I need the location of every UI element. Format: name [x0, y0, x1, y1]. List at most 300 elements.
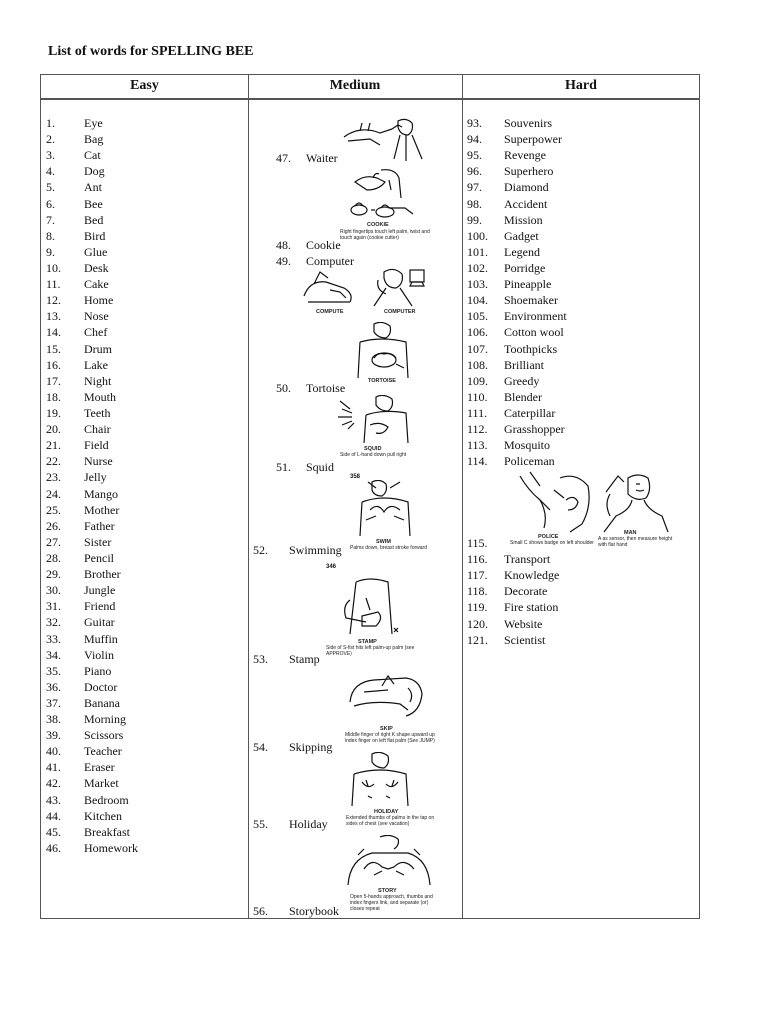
list-item: [46, 614, 138, 630]
item-number: 109.: [467, 373, 488, 388]
tortoise-caption-title: TORTOISE: [368, 378, 396, 384]
swim-caption-text: Palms down, breast stroke forward: [350, 545, 427, 551]
item-word: Bed: [84, 212, 104, 227]
list-item: [467, 308, 567, 324]
item-word: Bag: [84, 132, 104, 147]
item-word: Superpower: [504, 132, 562, 147]
header-medium: Medium: [248, 75, 462, 99]
item-word: Environment: [504, 309, 567, 324]
list-item: [46, 260, 138, 276]
list-item: [46, 534, 138, 550]
item-word: Kitchen: [84, 808, 122, 823]
list-item: [467, 324, 567, 340]
item-word: Drum: [84, 341, 112, 356]
man-caption-text: A as sensor, then measure height with flat hand: [598, 536, 673, 548]
swim-sign-illustration: [356, 480, 414, 538]
item-number: 106.: [467, 325, 488, 340]
item-number: 102.: [467, 260, 488, 275]
item-number: 20.: [46, 422, 61, 437]
list-item: [467, 228, 567, 244]
item-word: Mother: [84, 502, 120, 517]
computer-sign-illustration: [364, 266, 430, 310]
item-number: 95.: [467, 148, 482, 163]
item-number: 56.: [253, 904, 268, 918]
item-word: Guitar: [84, 615, 115, 630]
list-item: [46, 437, 138, 453]
list-item: [276, 238, 341, 253]
item-number: 100.: [467, 228, 488, 243]
list-item: [467, 292, 567, 308]
list-item: [46, 196, 138, 212]
item-word: Mango: [84, 486, 118, 501]
list-item: [46, 727, 138, 743]
item-word: Teeth: [84, 405, 111, 420]
police-sign-illustration: [510, 470, 594, 534]
cookie-caption-title: COOKIE: [367, 222, 389, 228]
item-word: Toothpicks: [504, 341, 558, 356]
list-item: [253, 817, 328, 832]
skip-sign-illustration: [344, 666, 432, 724]
list-item: [46, 357, 138, 373]
item-number: 4.: [46, 164, 55, 179]
list-item: [253, 652, 320, 667]
list-item: [46, 244, 138, 260]
item-word: Greedy: [504, 373, 540, 388]
item-number: 120.: [467, 616, 488, 631]
list-item: [46, 421, 138, 437]
item-word: Decorate: [504, 584, 548, 599]
list-item: [46, 179, 138, 195]
list-item: [46, 163, 138, 179]
item-number: 96.: [467, 164, 482, 179]
list-item: [46, 647, 138, 663]
list-item: [46, 486, 138, 502]
list-item: [46, 679, 138, 695]
item-number: 38.: [46, 712, 61, 727]
item-number: 52.: [253, 543, 268, 557]
item-word: Computer: [306, 254, 354, 268]
item-number: 1.: [46, 116, 55, 130]
item-number: 7.: [46, 212, 55, 227]
item-number: 94.: [467, 132, 482, 147]
item-word: Porridge: [504, 260, 546, 275]
item-number: 22.: [46, 454, 61, 469]
item-word: Cake: [84, 277, 109, 292]
item-word: Piano: [84, 663, 112, 678]
item-number: 103.: [467, 277, 488, 292]
item-number: 41.: [46, 760, 61, 775]
item-word: Eraser: [84, 760, 115, 775]
item-word: Policeman: [504, 454, 555, 469]
item-number: 51.: [276, 460, 291, 474]
item-word: Superhero: [504, 164, 554, 179]
item-number: 32.: [46, 615, 61, 630]
item-number: 33.: [46, 631, 61, 646]
item-word: Dog: [84, 164, 105, 179]
item-word: Chef: [84, 325, 108, 340]
item-word: Homework: [84, 840, 138, 855]
list-item: [46, 518, 138, 534]
item-number: 10.: [46, 260, 61, 275]
item-word: Nurse: [84, 454, 113, 469]
item-word: Cookie: [306, 238, 341, 252]
list-item: [46, 598, 138, 614]
list-item: [467, 453, 567, 469]
list-item: [46, 808, 138, 824]
item-number: 21.: [46, 438, 61, 453]
item-word: Holiday: [289, 817, 328, 831]
list-item: [467, 196, 567, 212]
list-item: [253, 740, 332, 755]
item-word: Caterpillar: [504, 405, 556, 420]
list-item: [467, 583, 559, 599]
item-number: 46.: [46, 840, 61, 855]
hard-word-list-continued: [467, 535, 559, 648]
list-item: [46, 695, 138, 711]
item-number: 9.: [46, 244, 55, 259]
stamp-caption-text: Side of S-fist hits left palm-up palm (see APPROVE): [326, 645, 415, 657]
item-word: Shoemaker: [504, 293, 558, 308]
header-hard: Hard: [462, 75, 700, 99]
item-number: 99.: [467, 212, 482, 227]
list-item: [253, 543, 342, 558]
item-number: 28.: [46, 550, 61, 565]
compute-sign-illustration: [300, 268, 362, 308]
page-number-346: 346: [326, 564, 337, 570]
item-number: 112.: [467, 422, 488, 437]
list-item: [46, 373, 138, 389]
item-word: Brilliant: [504, 357, 544, 372]
list-item: [467, 147, 567, 163]
item-number: 121.: [467, 632, 488, 647]
item-number: 119.: [467, 600, 488, 615]
list-item: [467, 632, 559, 648]
column-divider: [248, 75, 249, 918]
column-divider: [462, 75, 463, 918]
item-word: Ant: [84, 180, 102, 195]
list-item: [46, 743, 138, 759]
item-word: Scientist: [504, 632, 546, 647]
list-item: [46, 582, 138, 598]
item-word: Home: [84, 293, 114, 308]
item-number: 3.: [46, 148, 55, 163]
header-easy: Easy: [41, 75, 248, 99]
item-word: Pencil: [84, 550, 114, 565]
waiter-sign-illustration: [340, 115, 436, 165]
item-word: Scissors: [84, 728, 124, 743]
item-number: 110.: [467, 389, 488, 404]
list-item: [46, 405, 138, 421]
item-number: 29.: [46, 567, 61, 582]
item-number: 111.: [467, 405, 488, 420]
item-word: Teacher: [84, 744, 122, 759]
item-number: 19.: [46, 405, 61, 420]
list-item: [46, 663, 138, 679]
skip-caption-title: SKIP: [380, 726, 393, 732]
page-number-358: 358: [350, 474, 361, 480]
list-item: [467, 179, 567, 195]
item-number: 36.: [46, 679, 61, 694]
item-word: Muffin: [84, 631, 118, 646]
item-word: Brother: [84, 567, 121, 582]
item-number: 48.: [276, 238, 291, 252]
item-word: Lake: [84, 357, 108, 372]
item-word: Bird: [84, 228, 106, 243]
item-word: Jungle: [84, 583, 116, 598]
holiday-caption-text: Extended thumbs of palms in the tap on sides of chest (see vacation): [346, 815, 435, 827]
item-word: Market: [84, 776, 119, 791]
list-item: [46, 631, 138, 647]
list-item: [46, 276, 138, 292]
squid-caption-text: Side of L-hand down pull right: [340, 452, 407, 458]
page-title: List of words for SPELLING BEE: [48, 44, 254, 59]
hard-word-list: [467, 115, 567, 469]
item-word: Morning: [84, 712, 126, 727]
list-item: [467, 551, 559, 567]
item-number: 16.: [46, 357, 61, 372]
item-number: 104.: [467, 293, 488, 308]
list-item: [467, 341, 567, 357]
list-item: [467, 260, 567, 276]
item-number: 47.: [276, 151, 291, 165]
list-item: [46, 792, 138, 808]
item-number: 118.: [467, 584, 488, 599]
swim-caption-title: SWIM: [376, 539, 391, 545]
item-word: Cat: [84, 148, 101, 163]
item-word: Storybook: [289, 904, 340, 918]
list-item: [46, 228, 138, 244]
list-item: [467, 357, 567, 373]
stamp-caption-title: STAMP: [358, 639, 377, 645]
list-item: [467, 437, 567, 453]
list-item: [467, 567, 559, 583]
item-number: 15.: [46, 341, 61, 356]
item-word: Mission: [504, 212, 543, 227]
item-word: Skipping: [289, 740, 333, 754]
story-sign-illustration: [344, 835, 434, 887]
stamp-sign-illustration: [332, 572, 408, 636]
list-item: [46, 711, 138, 727]
item-number: 37.: [46, 695, 61, 710]
item-word: Father: [84, 518, 115, 533]
police-caption-text: Small C shows badge on left shoulder: [510, 540, 594, 546]
list-item: [46, 292, 138, 308]
item-word: Breakfast: [84, 824, 130, 839]
item-number: 93.: [467, 116, 482, 130]
item-word: Glue: [84, 244, 108, 259]
item-number: 97.: [467, 180, 482, 195]
item-word: Diamond: [504, 180, 549, 195]
item-number: 43.: [46, 792, 61, 807]
item-word: Violin: [84, 647, 114, 662]
item-word: Souvenirs: [504, 116, 552, 130]
list-item: [467, 405, 567, 421]
man-caption-title: MAN: [624, 530, 637, 536]
list-item: [46, 115, 138, 131]
item-word: Jelly: [84, 470, 107, 485]
list-item: [46, 502, 138, 518]
list-item: [46, 131, 138, 147]
item-word: Bee: [84, 196, 103, 211]
item-word: Night: [84, 373, 112, 388]
man-sign-illustration: [596, 470, 672, 534]
list-item: [46, 550, 138, 566]
item-word: Knowledge: [504, 568, 560, 583]
list-item: [46, 308, 138, 324]
item-word: Squid: [306, 460, 335, 474]
item-word: Sister: [84, 534, 112, 549]
item-word: Doctor: [84, 679, 118, 694]
list-item: [467, 599, 559, 615]
item-word: Website: [504, 616, 543, 631]
item-number: 23.: [46, 470, 61, 485]
item-number: 8.: [46, 228, 55, 243]
compute-caption-title: COMPUTE: [316, 309, 344, 315]
list-item: [46, 212, 138, 228]
item-number: 117.: [467, 568, 488, 583]
item-number: 26.: [46, 518, 61, 533]
item-number: 107.: [467, 341, 488, 356]
item-word: Nose: [84, 309, 109, 324]
list-item: [467, 616, 559, 632]
item-word: Tortoise: [306, 381, 346, 395]
holiday-sign-illustration: [346, 752, 414, 808]
squid-caption-title: SQUID: [364, 446, 382, 452]
list-item: [467, 276, 567, 292]
list-item: [46, 389, 138, 405]
story-caption-title: STORY: [378, 888, 397, 894]
list-item: [46, 566, 138, 582]
list-item: [467, 115, 567, 131]
tortoise-sign-illustration: [352, 322, 414, 382]
item-word: Waiter: [306, 151, 338, 165]
item-number: 17.: [46, 373, 61, 388]
list-item: [467, 212, 567, 228]
item-word: Transport: [504, 552, 551, 567]
item-number: 39.: [46, 728, 61, 743]
list-item: [46, 453, 138, 469]
list-item: [467, 373, 567, 389]
item-word: Desk: [84, 260, 109, 275]
item-number: 108.: [467, 357, 488, 372]
list-item: [467, 389, 567, 405]
item-word: Cotton wool: [504, 325, 564, 340]
list-item: [46, 759, 138, 775]
item-word: Chair: [84, 422, 111, 437]
item-word: Legend: [504, 244, 540, 259]
item-number: 12.: [46, 293, 61, 308]
item-number: 113.: [467, 438, 488, 453]
holiday-caption-title: HOLIDAY: [374, 809, 399, 815]
item-number: 6.: [46, 196, 55, 211]
item-number: 98.: [467, 196, 482, 211]
item-number: 24.: [46, 486, 61, 501]
item-word: Grasshopper: [504, 422, 565, 437]
item-word: Accident: [504, 196, 548, 211]
computer-caption-title: COMPUTER: [384, 309, 416, 315]
item-number: 18.: [46, 389, 61, 404]
item-number: 11.: [46, 277, 61, 292]
list-item: [46, 840, 138, 856]
list-item: [46, 341, 138, 357]
item-number: 40.: [46, 744, 61, 759]
list-item: [276, 381, 345, 396]
list-item: [276, 151, 338, 166]
list-item: [467, 163, 567, 179]
item-word: Eye: [84, 116, 103, 130]
item-number: 13.: [46, 309, 61, 324]
cookie-caption-text: Right fingertips touch left palm, twist and touch again (cookie cutter): [340, 229, 430, 241]
cookie-sign-illustration-bottom: [345, 198, 417, 222]
list-item: [46, 775, 138, 791]
skip-caption-text: Middle finger of right K shape upward up index finger on left flat palm (See JUMP): [345, 732, 435, 744]
item-word: Friend: [84, 599, 116, 614]
item-number: 14.: [46, 325, 61, 340]
item-number: 34.: [46, 647, 61, 662]
list-item: [46, 469, 138, 485]
item-number: 115.: [467, 536, 488, 550]
police-caption-title: POLICE: [538, 534, 559, 540]
list-item: [46, 147, 138, 163]
list-item: [467, 244, 567, 260]
item-word: Fire station: [504, 600, 559, 615]
item-word: Stamp: [289, 652, 320, 666]
item-number: 50.: [276, 381, 291, 395]
item-word: Bedroom: [84, 792, 129, 807]
story-caption-text: Open 5-hands approach, thumbs and index fingers link, and separate (or) closes repeat: [350, 894, 433, 912]
item-number: 45.: [46, 824, 61, 839]
list-item: [467, 131, 567, 147]
list-item: [276, 460, 334, 475]
item-number: 44.: [46, 808, 61, 823]
item-word: Banana: [84, 695, 120, 710]
item-number: 101.: [467, 244, 488, 259]
item-word: Blender: [504, 389, 542, 404]
list-item: [467, 421, 567, 437]
item-number: 5.: [46, 180, 55, 195]
easy-word-list: [46, 115, 138, 856]
item-number: 42.: [46, 776, 61, 791]
item-number: 31.: [46, 599, 61, 614]
item-word: Mosquito: [504, 438, 551, 453]
item-word: Swimming: [289, 543, 342, 557]
item-word: Pineapple: [504, 277, 552, 292]
squid-sign-illustration: [336, 395, 412, 445]
list-item: [46, 324, 138, 340]
item-number: 35.: [46, 663, 61, 678]
item-word: Revenge: [504, 148, 546, 163]
item-word: Gadget: [504, 228, 539, 243]
list-item: [253, 904, 339, 919]
item-number: 53.: [253, 652, 268, 666]
item-number: 2.: [46, 132, 55, 147]
header-divider: [41, 99, 699, 100]
item-number: 55.: [253, 817, 268, 831]
list-item: [46, 824, 138, 840]
cookie-sign-illustration-top: [345, 168, 413, 200]
item-word: Field: [84, 438, 109, 453]
item-number: 25.: [46, 502, 61, 517]
item-word: Mouth: [84, 389, 117, 404]
item-number: 54.: [253, 740, 268, 754]
item-number: 114.: [467, 454, 488, 469]
item-number: 30.: [46, 583, 61, 598]
item-number: 49.: [276, 254, 291, 268]
item-number: 116.: [467, 552, 488, 567]
item-number: 27.: [46, 534, 61, 549]
list-item: [276, 254, 354, 269]
item-number: 105.: [467, 309, 488, 324]
